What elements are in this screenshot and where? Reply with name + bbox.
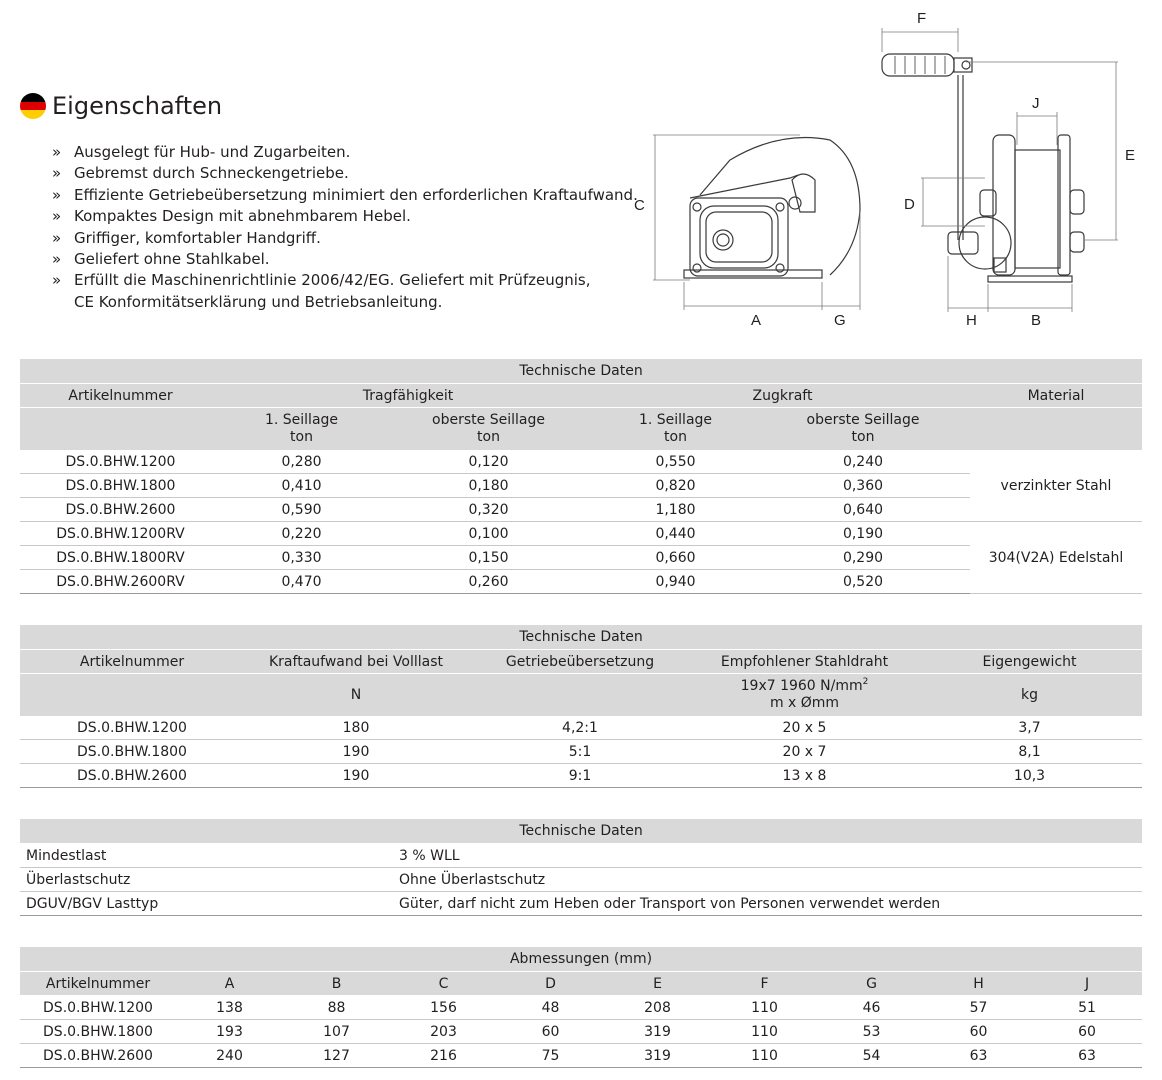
flag-stripe-black — [20, 93, 46, 102]
side-view-drawing — [634, 135, 860, 329]
table-caption: Technische Daten — [20, 625, 1142, 650]
bullet: » — [52, 250, 62, 269]
cell-dim-a: 240 — [176, 1044, 283, 1068]
bullet: » — [52, 207, 62, 226]
cell-value: Güter, darf nicht zum Heben oder Transport von Personen verwendet werden — [393, 892, 1142, 916]
cell-dim-e: 319 — [604, 1044, 711, 1068]
subheader-empty — [20, 674, 244, 717]
bullet: » — [52, 271, 62, 290]
table-row — [20, 892, 1142, 916]
cell-article: DS.0.BHW.1200 — [20, 996, 176, 1020]
cell-dim-e: 319 — [604, 1020, 711, 1044]
cell-capacity-first: 0,590 — [221, 498, 382, 522]
wire-spec-exponent: 2 — [862, 677, 869, 687]
cell-article: DS.0.BHW.1200 — [20, 450, 221, 474]
cell-pull-first: 0,820 — [595, 474, 756, 498]
cell-capacity-top: 0,260 — [382, 570, 595, 594]
table-row — [20, 450, 1142, 474]
cell-dim-a: 138 — [176, 996, 283, 1020]
cell-material: 304(V2A) Edelstahl — [970, 522, 1142, 594]
cell-pull-top: 0,360 — [756, 474, 970, 498]
dim-label-d: D — [904, 196, 915, 213]
subheader-pull-top-layer — [756, 408, 970, 451]
table-row — [20, 764, 1142, 788]
cell-article: DS.0.BHW.2600 — [20, 764, 244, 788]
bullet: » — [52, 164, 62, 183]
feature-text: Erfüllt die Maschinenrichtlinie 2006/42/EG. Geliefert mit Prüfzeugnis, CE Konformitätserklärung und Betriebsanleitung. — [74, 271, 591, 311]
cell-wire: 20 x 5 — [692, 716, 917, 740]
cell-dim-d: 75 — [497, 1044, 604, 1068]
subheader-empty — [20, 408, 221, 451]
subheader-pull-first-layer — [595, 408, 756, 451]
dimensions-table — [20, 947, 1142, 1068]
cell-dim-e: 208 — [604, 996, 711, 1020]
cell-label: Überlastschutz — [20, 868, 393, 892]
dim-label-h: H — [966, 312, 977, 329]
cell-pull-top: 0,520 — [756, 570, 970, 594]
subheader-cap-first-layer — [221, 408, 382, 451]
feature-list — [52, 142, 638, 313]
dim-label-a: A — [751, 312, 762, 329]
feature-item — [52, 185, 638, 206]
cell-wire: 13 x 8 — [692, 764, 917, 788]
bullet: » — [52, 143, 62, 161]
cell-dim-j: 63 — [1032, 1044, 1142, 1068]
cell-article: DS.0.BHW.1800 — [20, 1020, 176, 1044]
german-flag-icon — [20, 93, 46, 119]
cell-pull-top: 0,290 — [756, 546, 970, 570]
feature-text: Geliefert ohne Stahlkabel. — [74, 250, 270, 269]
subheader-unit: ton — [851, 429, 875, 445]
feature-text: Griffiger, komfortabler Handgriff. — [74, 228, 321, 247]
subheader-line: oberste Seillage — [432, 412, 545, 428]
cell-capacity-top: 0,320 — [382, 498, 595, 522]
subheader-unit: ton — [477, 429, 500, 445]
feature-item — [52, 163, 638, 184]
cell-dim-d: 60 — [497, 1020, 604, 1044]
subheader-line: 1. Seillage — [638, 412, 713, 428]
column-header-pull: Zugkraft — [595, 384, 970, 408]
cell-article: DS.0.BHW.1200RV — [20, 522, 221, 546]
column-header-weight: Eigengewicht — [917, 650, 1142, 674]
cell-effort: 180 — [244, 716, 468, 740]
column-header-c: C — [390, 972, 497, 996]
column-header-article: Artikelnummer — [20, 972, 176, 996]
wire-dimension: m x Ømm — [769, 695, 840, 711]
cell-article: DS.0.BHW.1800RV — [20, 546, 221, 570]
cell-pull-top: 0,640 — [756, 498, 970, 522]
subheader-unit: ton — [290, 429, 313, 445]
cell-label: DGUV/BGV Lasttyp — [20, 892, 393, 916]
cell-capacity-first: 0,330 — [221, 546, 382, 570]
feature-item — [52, 270, 638, 313]
cell-pull-top: 0,240 — [756, 450, 970, 474]
column-header-article: Artikelnummer — [20, 650, 244, 674]
cell-dim-c: 203 — [390, 1020, 497, 1044]
cell-weight: 3,7 — [917, 716, 1142, 740]
wire-spec: 19x7 1960 N/mm — [740, 678, 863, 694]
cell-ratio: 5:1 — [468, 740, 692, 764]
bullet: » — [52, 185, 62, 204]
cell-ratio: 9:1 — [468, 764, 692, 788]
cell-dim-j: 51 — [1032, 996, 1142, 1020]
cell-dim-g: 46 — [818, 996, 925, 1020]
table-caption: Technische Daten — [20, 819, 1142, 844]
column-header-capacity: Tragfähigkeit — [221, 384, 595, 408]
cell-dim-b: 127 — [283, 1044, 390, 1068]
cell-pull-first: 0,440 — [595, 522, 756, 546]
feature-text: Gebremst durch Schneckengetriebe. — [74, 164, 349, 183]
subheader-cap-top-layer — [382, 408, 595, 451]
cell-dim-a: 193 — [176, 1020, 283, 1044]
performance-table — [20, 625, 1142, 788]
cell-label: Mindestlast — [20, 844, 393, 868]
column-header-wire: Empfohlener Stahldraht — [692, 650, 917, 674]
cell-capacity-top: 0,180 — [382, 474, 595, 498]
table-row — [20, 1020, 1142, 1044]
column-header-e: E — [604, 972, 711, 996]
feature-item — [52, 249, 638, 270]
cell-article: DS.0.BHW.2600 — [20, 498, 221, 522]
general-data-table — [20, 819, 1142, 916]
subheader-wire-unit — [692, 674, 917, 717]
column-header-h: H — [925, 972, 1032, 996]
table-row — [20, 740, 1142, 764]
cell-effort: 190 — [244, 764, 468, 788]
column-header-a: A — [176, 972, 283, 996]
cell-dim-b: 88 — [283, 996, 390, 1020]
column-header-ratio: Getriebeübersetzung — [468, 650, 692, 674]
cell-article: DS.0.BHW.2600 — [20, 1044, 176, 1068]
cell-effort: 190 — [244, 740, 468, 764]
table-row — [20, 868, 1142, 892]
subheader-effort-unit: N — [244, 674, 468, 717]
table-caption: Abmessungen (mm) — [20, 947, 1142, 972]
feature-item — [52, 142, 638, 163]
cell-weight: 8,1 — [917, 740, 1142, 764]
cell-pull-first: 0,660 — [595, 546, 756, 570]
cell-dim-f: 110 — [711, 996, 818, 1020]
subheader-unit: ton — [664, 429, 687, 445]
table-row — [20, 1044, 1142, 1068]
column-header-material: Material — [970, 384, 1142, 408]
cell-dim-f: 110 — [711, 1020, 818, 1044]
feature-text: Ausgelegt für Hub- und Zugarbeiten. — [74, 143, 351, 161]
cell-material: verzinkter Stahl — [970, 450, 1142, 522]
feature-item — [52, 206, 638, 227]
dim-label-f: F — [917, 10, 927, 27]
cell-dim-h: 63 — [925, 1044, 1032, 1068]
column-header-g: G — [818, 972, 925, 996]
dim-label-e: E — [1125, 147, 1136, 164]
cell-article: DS.0.BHW.1800 — [20, 474, 221, 498]
cell-dim-h: 60 — [925, 1020, 1032, 1044]
cell-capacity-top: 0,100 — [382, 522, 595, 546]
flag-stripe-gold — [20, 110, 46, 119]
cell-dim-c: 216 — [390, 1044, 497, 1068]
column-header-b: B — [283, 972, 390, 996]
flag-stripe-red — [20, 102, 46, 111]
feature-item — [52, 228, 638, 249]
column-header-article: Artikelnummer — [20, 384, 221, 408]
table-caption: Technische Daten — [20, 359, 1142, 384]
table-row — [20, 996, 1142, 1020]
column-header-j: J — [1032, 972, 1142, 996]
capacity-table — [20, 359, 1142, 594]
table-row — [20, 844, 1142, 868]
cell-article: DS.0.BHW.1800 — [20, 740, 244, 764]
cell-weight: 10,3 — [917, 764, 1142, 788]
cell-capacity-first: 0,410 — [221, 474, 382, 498]
cell-dim-f: 110 — [711, 1044, 818, 1068]
cell-pull-top: 0,190 — [756, 522, 970, 546]
dim-label-b: B — [1031, 312, 1042, 329]
cell-ratio: 4,2:1 — [468, 716, 692, 740]
front-view-drawing — [882, 10, 1135, 329]
subheader-line: oberste Seillage — [806, 412, 920, 428]
dim-label-c: C — [634, 197, 645, 214]
cell-dim-h: 57 — [925, 996, 1032, 1020]
cell-dim-j: 60 — [1032, 1020, 1142, 1044]
cell-pull-first: 0,550 — [595, 450, 756, 474]
cell-capacity-first: 0,280 — [221, 450, 382, 474]
subheader-empty — [970, 408, 1142, 451]
cell-article: DS.0.BHW.1200 — [20, 716, 244, 740]
winch-technical-drawing — [620, 0, 1160, 340]
column-header-effort: Kraftaufwand bei Volllast — [244, 650, 468, 674]
cell-pull-first: 0,940 — [595, 570, 756, 594]
column-header-d: D — [497, 972, 604, 996]
cell-capacity-top: 0,120 — [382, 450, 595, 474]
dim-label-g: G — [834, 312, 846, 329]
bullet: » — [52, 228, 62, 247]
subheader-weight-unit: kg — [917, 674, 1142, 717]
table-row — [20, 716, 1142, 740]
cell-wire: 20 x 7 — [692, 740, 917, 764]
cell-capacity-top: 0,150 — [382, 546, 595, 570]
cell-dim-b: 107 — [283, 1020, 390, 1044]
cell-value: Ohne Überlastschutz — [393, 868, 1142, 892]
feature-text: Kompaktes Design mit abnehmbarem Hebel. — [74, 207, 411, 226]
cell-dim-g: 53 — [818, 1020, 925, 1044]
heading-title: Eigenschaften — [52, 92, 223, 120]
cell-dim-d: 48 — [497, 996, 604, 1020]
section-heading — [20, 92, 222, 120]
cell-value: 3 % WLL — [393, 844, 1142, 868]
table-row — [20, 522, 1142, 546]
subheader-line: 1. Seillage — [264, 412, 339, 428]
dim-label-j: J — [1032, 95, 1040, 112]
cell-pull-first: 1,180 — [595, 498, 756, 522]
cell-capacity-first: 0,470 — [221, 570, 382, 594]
column-header-f: F — [711, 972, 818, 996]
cell-article: DS.0.BHW.2600RV — [20, 570, 221, 594]
feature-text: Effiziente Getriebeübersetzung minimiert den erforderlichen Kraftaufwand. — [74, 185, 638, 204]
subheader-empty — [468, 674, 692, 717]
cell-dim-c: 156 — [390, 996, 497, 1020]
cell-dim-g: 54 — [818, 1044, 925, 1068]
cell-capacity-first: 0,220 — [221, 522, 382, 546]
